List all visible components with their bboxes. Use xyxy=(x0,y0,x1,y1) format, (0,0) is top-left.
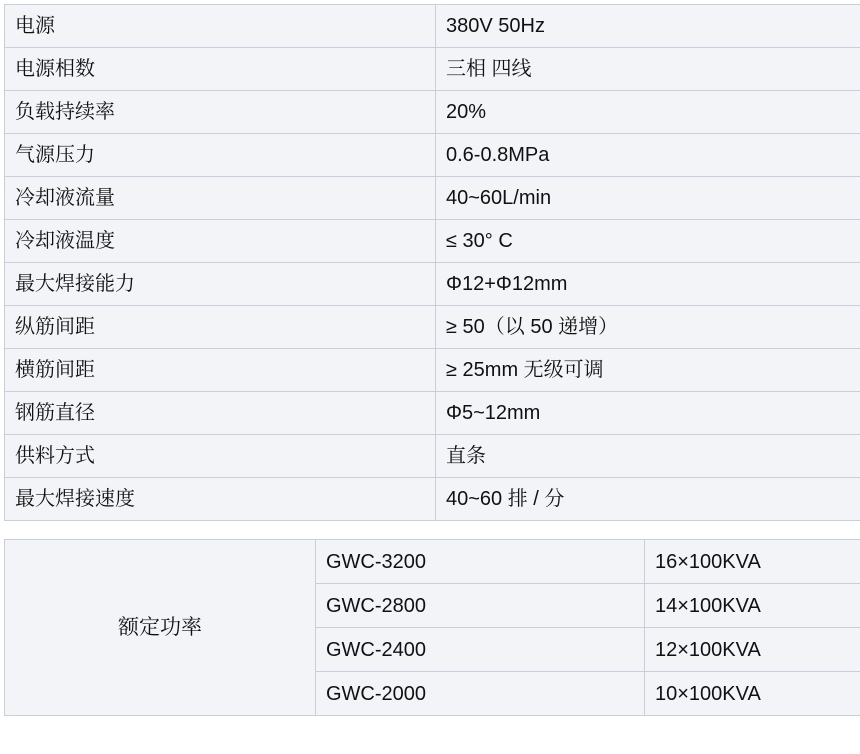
spec-value: Φ5~12mm xyxy=(436,392,860,435)
specification-table xyxy=(4,4,860,521)
spec-label: 纵筋间距 xyxy=(5,306,436,349)
spec-value: 三相 四线 xyxy=(436,48,860,91)
spec-value: 直条 xyxy=(436,435,860,478)
table-row xyxy=(5,220,860,263)
model-value: GWC-3200 xyxy=(316,540,645,584)
table-row xyxy=(5,478,860,521)
table-row xyxy=(5,435,860,478)
spec-value: ≥ 50（以 50 递增） xyxy=(436,306,860,349)
table-row xyxy=(5,5,860,48)
spec-label: 钢筋直径 xyxy=(5,392,436,435)
spec-label: 供料方式 xyxy=(5,435,436,478)
model-value: GWC-2800 xyxy=(316,584,645,628)
spec-value: 40~60 排 / 分 xyxy=(436,478,860,521)
spec-label: 最大焊接速度 xyxy=(5,478,436,521)
specification-table-body xyxy=(5,5,860,521)
spec-label: 电源 xyxy=(5,5,436,48)
spec-value: ≤ 30° C xyxy=(436,220,860,263)
table-row xyxy=(5,48,860,91)
spec-sheet-page xyxy=(0,4,860,754)
spec-value: ≥ 25mm 无级可调 xyxy=(436,349,860,392)
table-row xyxy=(5,177,860,220)
table-row xyxy=(5,540,860,584)
power-value: 16×100KVA xyxy=(645,540,860,584)
spec-value: Φ12+Φ12mm xyxy=(436,263,860,306)
rated-power-label: 额定功率 xyxy=(5,540,316,716)
model-value: GWC-2400 xyxy=(316,628,645,672)
spec-label: 横筋间距 xyxy=(5,349,436,392)
table-row xyxy=(5,134,860,177)
spec-label: 冷却液温度 xyxy=(5,220,436,263)
spec-value: 380V 50Hz xyxy=(436,5,860,48)
power-value: 10×100KVA xyxy=(645,672,860,716)
table-row xyxy=(5,392,860,435)
rated-power-section xyxy=(4,539,860,716)
model-value: GWC-2000 xyxy=(316,672,645,716)
spec-label: 最大焊接能力 xyxy=(5,263,436,306)
table-row xyxy=(5,263,860,306)
table-row xyxy=(5,349,860,392)
spec-label: 电源相数 xyxy=(5,48,436,91)
rated-power-table-body xyxy=(5,540,860,716)
spec-value: 20% xyxy=(436,91,860,134)
spec-value: 0.6-0.8MPa xyxy=(436,134,860,177)
spec-label: 负载持续率 xyxy=(5,91,436,134)
power-value: 12×100KVA xyxy=(645,628,860,672)
spec-value: 40~60L/min xyxy=(436,177,860,220)
table-row xyxy=(5,91,860,134)
table-row xyxy=(5,306,860,349)
spec-label: 冷却液流量 xyxy=(5,177,436,220)
spec-label: 气源压力 xyxy=(5,134,436,177)
power-value: 14×100KVA xyxy=(645,584,860,628)
rated-power-table xyxy=(4,539,860,716)
